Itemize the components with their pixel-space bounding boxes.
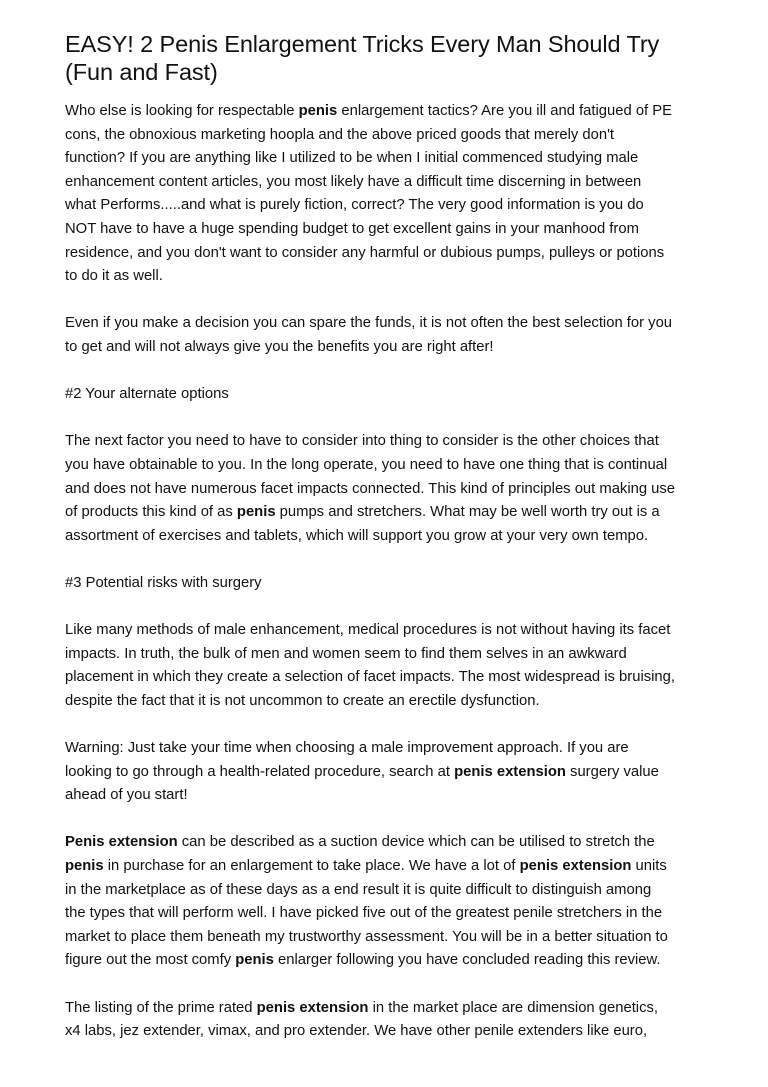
text-segment: ahead of you start!: [65, 787, 188, 804]
text-segment: surgery value: [565, 763, 659, 780]
text-line: [65, 1020, 715, 1044]
text-line: [65, 690, 715, 714]
text-segment: what Performs.....and what is purely fiction, correct? The very good information is you do: [65, 197, 644, 214]
text-segment: the types that will perform well. I have picked five out of the greatest penile stretchers in the: [65, 905, 663, 922]
document-page: [65, 30, 715, 1067]
paragraph: [65, 572, 715, 596]
text-line: [65, 572, 715, 596]
text-segment: Like many methods of male enhancement, medical procedures is not without having its facet: [65, 622, 671, 639]
keyword-link: penis: [236, 504, 276, 521]
text-line: [65, 100, 715, 124]
paragraph: [65, 619, 715, 713]
text-line: [65, 926, 715, 950]
text-segment: function? If you are anything like I utilized to be when I initial commenced studying male: [65, 150, 639, 167]
text-segment: Even if you make a decision you can spare the funds, it is not often the best selection for you: [65, 315, 673, 332]
text-line: [65, 218, 715, 242]
paragraph: [65, 737, 715, 808]
text-segment: The listing of the prime rated: [65, 999, 257, 1016]
text-line: [65, 454, 715, 478]
text-segment: to do it as well.: [65, 268, 163, 285]
paragraph: [65, 430, 715, 548]
text-line: [65, 784, 715, 808]
text-line: [65, 737, 715, 761]
text-segment: and does not have numerous facet impacts connected. This kind of principles out making use: [65, 480, 676, 497]
text-segment: in the market place are dimension genetics,: [368, 999, 658, 1016]
keyword-link: Penis extension: [65, 834, 178, 851]
paragraph: [65, 997, 715, 1044]
text-line: [65, 430, 715, 454]
paragraph: [65, 383, 715, 407]
text-segment: enhancement content articles, you most likely have a difficult time discerning in between: [65, 173, 642, 190]
text-segment: cons, the obnoxious marketing hoopla and the above priced goods that merely don't: [65, 126, 615, 143]
text-line: [65, 336, 715, 360]
keyword-link: penis: [298, 103, 338, 119]
title-line: EASY! 2 Penis Enlargement Tricks Every Man Should Try: [65, 31, 660, 57]
text-line: [65, 643, 715, 667]
text-line: [65, 902, 715, 926]
page-title: [65, 30, 715, 86]
keyword-link: penis: [65, 858, 104, 874]
text-line: [65, 997, 715, 1021]
text-line: [65, 194, 715, 218]
text-segment: of products this kind of as: [65, 504, 237, 521]
text-line: [65, 831, 715, 855]
text-segment: enlarger following you have concluded reading this review.: [273, 952, 661, 969]
text-line: [65, 761, 715, 785]
text-line: [65, 501, 715, 525]
text-segment: you have obtainable to you. In the long operate, you need to have one thing that is continual: [65, 456, 668, 473]
text-line: [65, 666, 715, 690]
text-segment: residence, and you don't want to consider any harmful or dubious pumps, pulleys or potions: [65, 244, 665, 261]
text-segment: impacts. In truth, the bulk of men and women seem to find them selves in an awkward: [65, 645, 627, 662]
text-line: [65, 242, 715, 266]
text-segment: market to place them beneath my trustworthy assessment. You will be in a better situation to: [65, 928, 668, 945]
keyword-link: penis: [235, 952, 274, 969]
text-segment: units: [631, 858, 667, 874]
text-segment: can be described as a suction device which can be utilised to stretch the: [177, 834, 655, 851]
text-segment: assortment of exercises and tablets, which will support you grow at your very own tempo.: [65, 527, 649, 544]
keyword-link: penis extension: [519, 858, 632, 874]
text-line: [65, 265, 715, 289]
title-line: (Fun and Fast): [65, 59, 218, 85]
text-segment: Warning: Just take your time when choosing a male improvement approach. If you are: [65, 740, 629, 757]
text-line: [65, 147, 715, 171]
paragraph: [65, 831, 715, 973]
paragraph: [65, 100, 715, 289]
text-segment: Who else is looking for respectable: [65, 103, 299, 119]
text-line: [65, 619, 715, 643]
text-line: [65, 879, 715, 903]
text-segment: figure out the most comfy: [65, 952, 236, 969]
text-segment: in the marketplace as of these days as a end result it is quite difficult to distinguish among: [65, 881, 652, 898]
article-body: [65, 100, 715, 1044]
text-segment: placement in which they create a selection of facet impacts. The most widespread is bruising,: [65, 669, 675, 686]
text-segment: pumps and stretchers. What may be well worth try out is a: [275, 504, 660, 521]
text-line: [65, 124, 715, 148]
text-line: [65, 383, 715, 407]
paragraph: [65, 312, 715, 359]
text-segment: in purchase for an enlargement to take place. We have a lot of: [103, 858, 520, 874]
text-line: [65, 171, 715, 195]
text-segment: enlargement tactics? Are you ill and fatigued of PE: [337, 103, 673, 119]
text-segment: The next factor you need to have to consider into thing to consider is the other choices that: [65, 433, 659, 450]
text-segment: despite the fact that it is not uncommon to create an erectile dysfunction.: [65, 692, 540, 709]
text-segment: #2 Your alternate options: [65, 386, 229, 403]
text-line: [65, 855, 715, 879]
text-line: [65, 949, 715, 973]
text-segment: x4 labs, jez extender, vimax, and pro extender. We have other penile extenders like euro,: [65, 1023, 648, 1040]
text-line: [65, 478, 715, 502]
keyword-link: penis extension: [454, 763, 566, 780]
text-line: [65, 525, 715, 549]
text-segment: NOT have to have a huge spending budget to get excellent gains in your manhood from: [65, 220, 639, 237]
text-segment: #3 Potential risks with surgery: [65, 574, 262, 591]
text-segment: looking to go through a health-related procedure, search at: [65, 763, 455, 780]
text-segment: to get and will not always give you the benefits you are right after!: [65, 338, 494, 355]
text-line: [65, 312, 715, 336]
keyword-link: penis extension: [256, 999, 369, 1016]
